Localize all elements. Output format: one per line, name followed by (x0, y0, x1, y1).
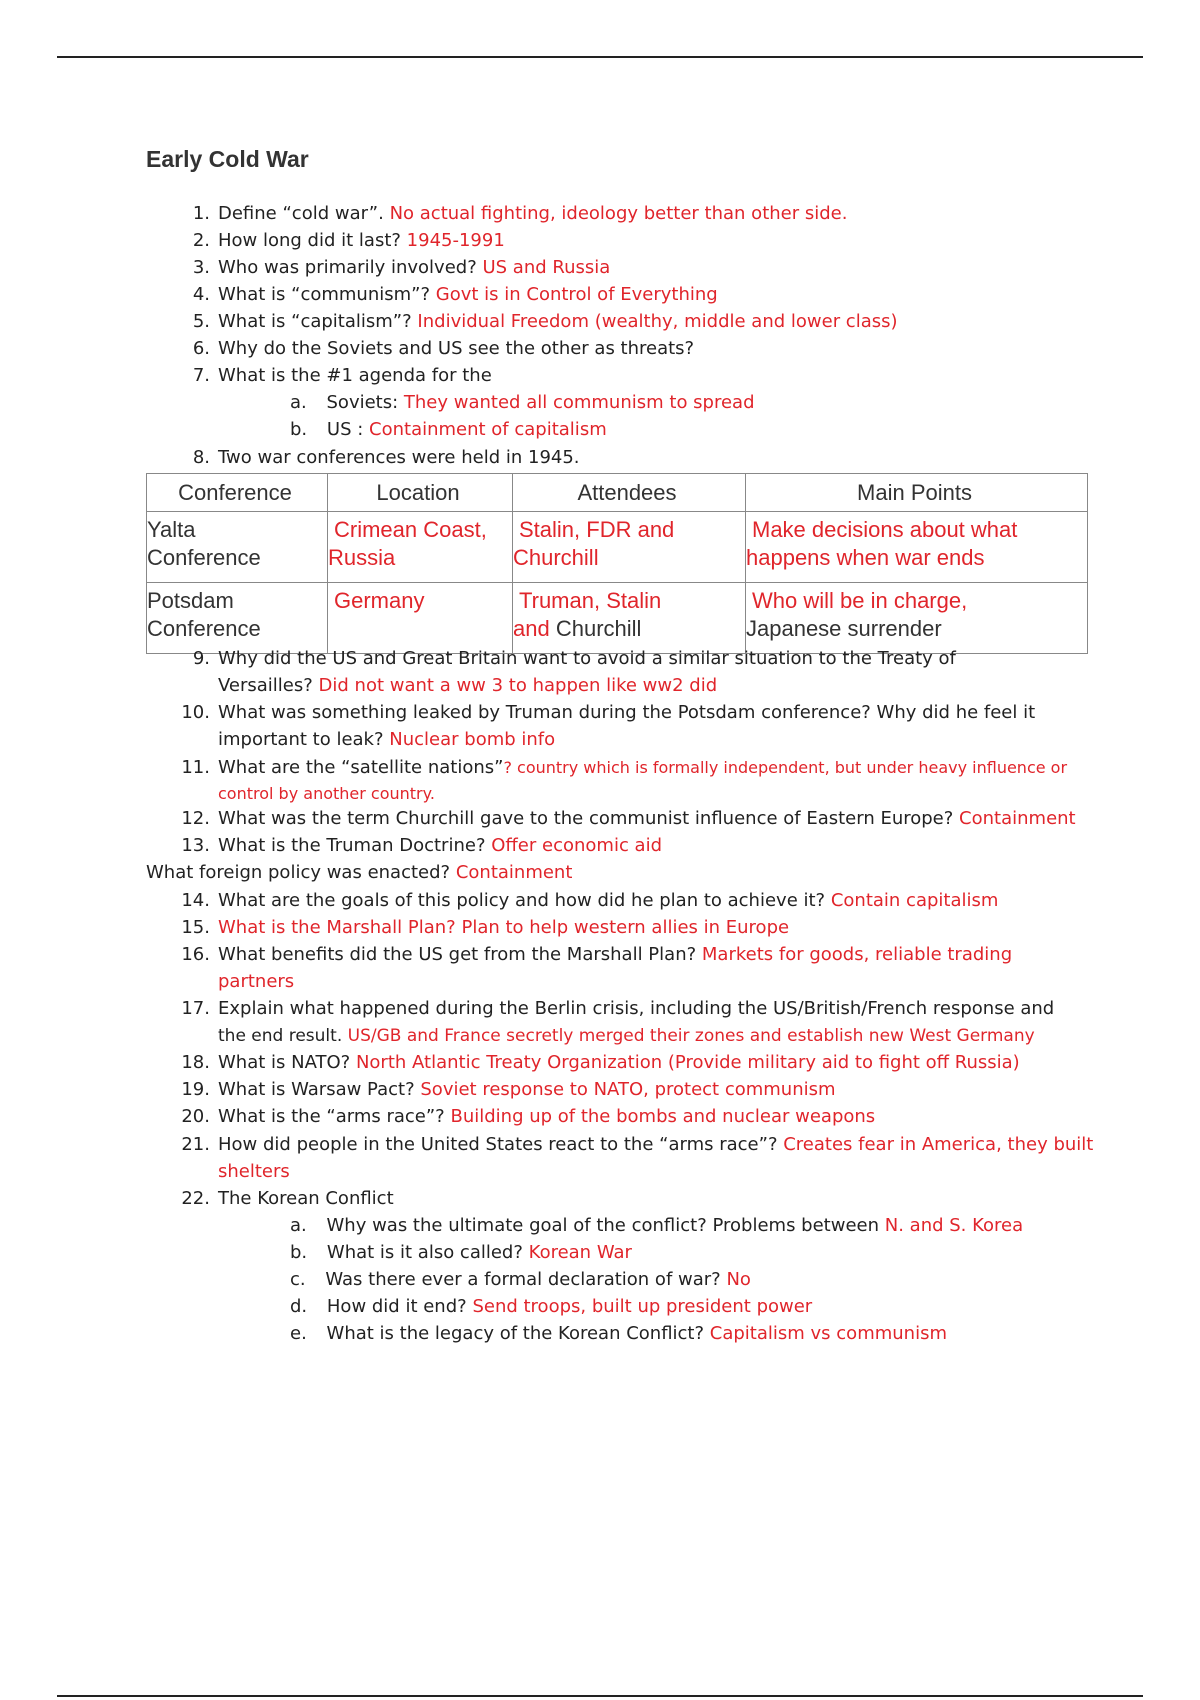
sub-list-item: e. What is the legacy of the Korean Conflict? Capitalism vs communism (290, 1323, 947, 1344)
list-item: 21. How did people in the United States react to the “arms race”? Creates fear in America, they built (181, 1134, 1094, 1155)
sub-list-item: b. US : Containment of capitalism (290, 419, 607, 440)
table-cell: Truman, Stalin and Churchill (513, 583, 746, 654)
list-item-continuation: shelters (218, 1161, 290, 1182)
table-cell: Germany (328, 583, 513, 654)
sub-list-item: a. Why was the ultimate goal of the conflict? Problems between N. and S. Korea (290, 1215, 1024, 1236)
list-item: 16. What benefits did the US get from the Marshall Plan? Markets for goods, reliable trading (181, 944, 1013, 965)
table-cell: Crimean Coast, Russia (328, 512, 513, 583)
list-item: 4. What is “communism”? Govt is in Control of Everything (192, 284, 718, 305)
list-item: 19. What is Warsaw Pact? Soviet response to NATO, protect communism (181, 1079, 836, 1100)
list-item: 2. How long did it last? 1945-1991 (192, 230, 505, 251)
table-cell: Yalta Conference (147, 512, 328, 583)
list-item: 12. What was the term Churchill gave to the communist influence of Eastern Europe? Containment (181, 808, 1076, 829)
list-item-continuation: control by another country. (218, 784, 435, 803)
sub-list-item: b. What is it also called? Korean War (290, 1242, 632, 1263)
page-title: Early Cold War (146, 146, 309, 172)
list-item: 15. What is the Marshall Plan? Plan to help western allies in Europe (181, 917, 790, 938)
list-item: 5. What is “capitalism”? Individual Freedom (wealthy, middle and lower class) (192, 311, 898, 332)
list-item: 17. Explain what happened during the Berlin crisis, including the US/British/French response and (181, 998, 1055, 1019)
list-item: 18. What is NATO? North Atlantic Treaty Organization (Provide military aid to fight off Russia) (181, 1052, 1020, 1073)
table-header-row (147, 474, 1088, 512)
table-cell: Stalin, FDR and Churchill (513, 512, 746, 583)
sub-list-item: d. How did it end? Send troops, built up president power (290, 1296, 813, 1317)
list-item: 6. Why do the Soviets and US see the other as threats? (192, 338, 695, 359)
table-header: Conference (147, 474, 328, 512)
conference-table (146, 473, 1088, 654)
table-row (147, 583, 1088, 654)
top-rule (57, 56, 1143, 58)
table-header: Attendees (513, 474, 746, 512)
list-item: 10. What was something leaked by Truman during the Potsdam conference? Why did he feel it (181, 702, 1036, 723)
list-item: What foreign policy was enacted? Containment (146, 862, 573, 883)
list-item: 20. What is the “arms race”? Building up of the bombs and nuclear weapons (181, 1106, 876, 1127)
table-header: Location (328, 474, 513, 512)
bottom-rule (57, 1695, 1143, 1697)
list-item: 1. Define “cold war”. No actual fighting, ideology better than other side. (192, 203, 848, 224)
list-item-continuation: important to leak? Nuclear bomb info (218, 729, 556, 750)
table-cell: Who will be in charge, Japanese surrender (746, 583, 1088, 654)
list-item: 7. What is the #1 agenda for the (192, 365, 492, 386)
sub-list-item: a. Soviets: They wanted all communism to spread (290, 392, 755, 413)
list-item: 13. What is the Truman Doctrine? Offer economic aid (181, 835, 663, 856)
list-item-continuation: the end result. US/GB and France secretly merged their zones and establish new West Germany (218, 1026, 1035, 1046)
table-header: Main Points (746, 474, 1088, 512)
table-row (147, 512, 1088, 583)
list-item-continuation: partners (218, 971, 295, 992)
list-item: 8. Two war conferences were held in 1945. (192, 447, 580, 468)
sub-list-item: c. Was there ever a formal declaration of war? No (290, 1269, 751, 1290)
table-cell: Potsdam Conference (147, 583, 328, 654)
table-cell: Make decisions about what happens when war ends (746, 512, 1088, 583)
list-item: 22. The Korean Conflict (181, 1188, 394, 1209)
list-item-continuation: Versailles? Did not want a ww 3 to happen like ww2 did (218, 675, 718, 696)
list-item: 9. Why did the US and Great Britain want to avoid a similar situation to the Treaty of (192, 648, 956, 669)
list-item: 11. What are the “satellite nations”? country which is formally independent, but under heavy influence or (181, 757, 1068, 778)
list-item: 3. Who was primarily involved? US and Russia (192, 257, 611, 278)
list-item: 14. What are the goals of this policy and how did he plan to achieve it? Contain capitalism (181, 890, 999, 911)
